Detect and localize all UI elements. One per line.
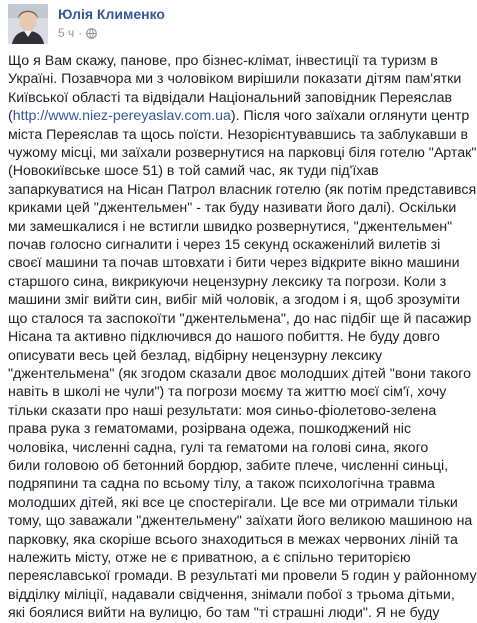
post-text-line: старшого сина, викрикуючи нецензурну лексику та погрози. Коли з xyxy=(8,273,447,290)
post-text-line: Що я Вам скажу, панове, про бізнес-клімат, інвестиції та туризм в xyxy=(8,53,438,69)
post-text-line: належить місту, отже не є приватною, а є спільно територією xyxy=(8,549,411,566)
post-text-line: (http://www.niez-pereyaslav.com.ua). Після чого заїхали оглянути центр xyxy=(8,108,470,125)
post-text-line: описувати весь цей безлад, відбірну нецензурну лексику xyxy=(8,347,383,364)
author-name[interactable]: Юлія Клименко xyxy=(58,6,165,22)
post-text-line: подряпини та садна по всьому тілу, а також психологічна травма xyxy=(8,476,435,493)
post-time[interactable]: 5 ч xyxy=(58,26,75,40)
post-text-line: Нісана та активно підключився до нашого побиття. Не буду довго xyxy=(8,329,440,346)
post-meta xyxy=(58,26,97,40)
post-text-line: криками цей "джентельмен" - так буду називати його далі). Оскільки xyxy=(8,200,457,217)
post-text-line: що сталося та заспокоїти "джентельмена", до нас підбіг ще й пасажир xyxy=(8,310,472,327)
post-text-line: (Новокиївське шосе 51) в той самий час, як туди під'їхав xyxy=(8,163,379,180)
post-text-line: "джентельмена" (як згодом сказали двоє молодших дітей "вони такого xyxy=(8,365,472,382)
post-text-line: відділку міліції, надавали свідчення, знімали побої з трьома дітьми, xyxy=(8,586,455,603)
author-avatar[interactable] xyxy=(8,4,48,44)
post-text-line: молодших дітей, які все це спостерігали. Це все ми отримали тільки xyxy=(8,494,458,511)
post-text-line: які боялися вийти на вулицю, бо там "ті страшні люди". Я не буду xyxy=(8,605,440,622)
post-text-line: парковку, яка скоріше всього знаходиться в межах червоних ліній та xyxy=(8,531,458,548)
globe-icon[interactable] xyxy=(86,28,97,39)
post-text-line: машини зміг вийти син, вибіг мій чоловік, а згодом і я, щоб зрозуміти xyxy=(8,292,460,309)
post-text xyxy=(8,52,477,623)
post-text-line: своєї машини та почав штовхати і бити через відкрите вікно машини xyxy=(8,255,460,272)
post-text-line: Київської області та відвідали Національний заповідник Переяслав xyxy=(8,89,453,106)
post-text-line: навіть в школі не чули") та погрози моєму та життю моєї сім'ї, хочу xyxy=(8,384,447,401)
post-text-line: Україні. Позавчора ми з чоловіком вирішили показати дітям пам'ятки xyxy=(8,71,462,88)
meta-separator: · xyxy=(78,26,83,40)
post-text-line: били головою об бетонний бордюр, забите плече, численні синьці, xyxy=(8,457,449,474)
post-text-line: запаркуватися на Нісан Патрол власник готелю (як потім представився xyxy=(8,181,477,198)
post-link[interactable]: http://www.niez-pereyaslav.com.ua xyxy=(12,108,231,125)
avatar-image xyxy=(8,4,48,44)
post-header xyxy=(8,4,428,44)
post-text-line: чоловіка, численні садна, гулі та гематоми на голові сина, якого xyxy=(8,439,429,456)
post-text-line: права рука з гематомами, розірвана одежа, пошкоджений ніс xyxy=(8,421,412,438)
post-text-line: переяславської громади. В результаті ми провели 5 годин у районному xyxy=(8,568,477,585)
post-text-line: ми замешкалися і не встигли швидко розвернутися, "джентельмен" xyxy=(8,218,453,235)
post-text-line: тільки сказати про наші результати: моя синьо-фіолетово-зелена xyxy=(8,402,437,419)
post-text-line: міста Переяслав та щось поїсти. Незорієнтувавшись та заблукавши в xyxy=(8,126,469,143)
post-text-line: тому, що заважали "джентельмену" заїхати його великою машиною на xyxy=(8,513,473,530)
post-text-line: почав голосно сигналити і через 15 секунд оскаженілий вилетів зі xyxy=(8,237,441,254)
post-text-line: чужому місці, ми заїхали розвернутися на парковці біля готелю "Артак" xyxy=(8,145,477,162)
